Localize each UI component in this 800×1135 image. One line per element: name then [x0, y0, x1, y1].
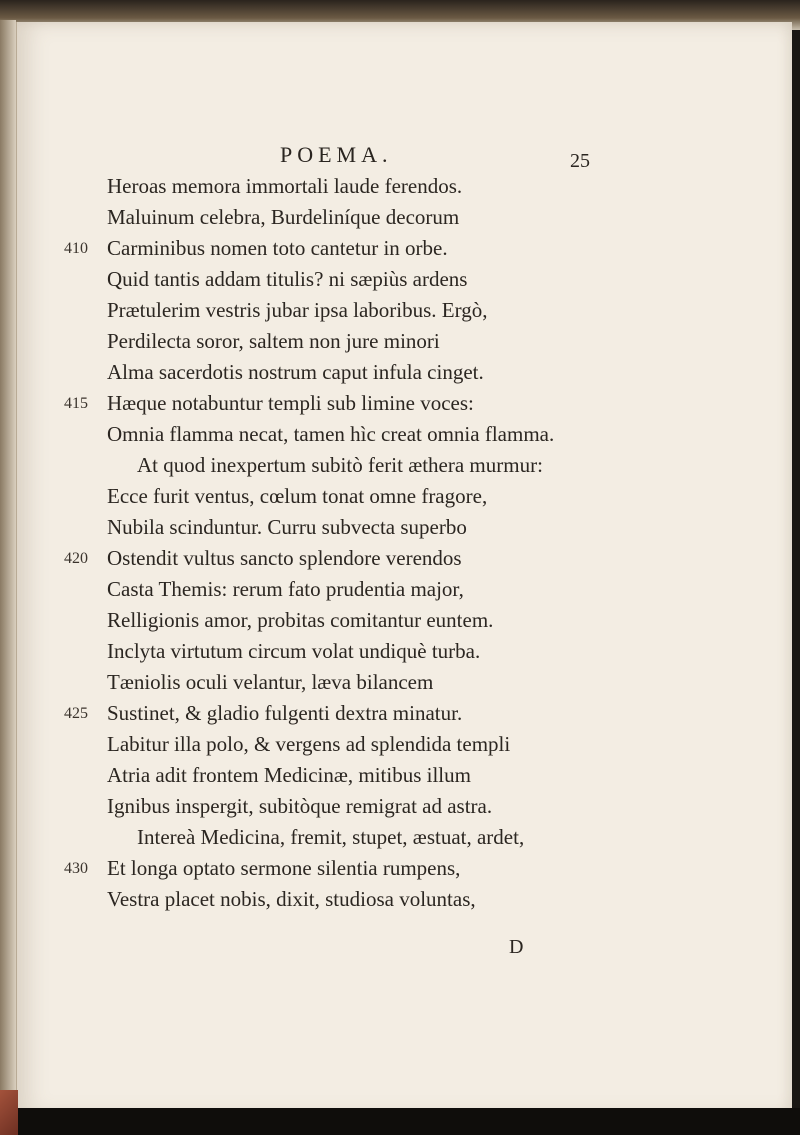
verse-line: [0, 450, 800, 481]
verse-text: Alma sacerdotis nostrum caput infula cinget.: [107, 360, 484, 384]
verse-text: Vestra placet nobis, dixit, studiosa voluntas,: [107, 887, 476, 911]
verse-text: Atria adit frontem Medicinæ, mitibus illum: [107, 763, 471, 787]
line-number: 410: [64, 240, 88, 257]
verse-text: Intereà Medicina, fremit, stupet, æstuat, ardet,: [137, 825, 525, 849]
verse-text: Prætulerim vestris jubar ipsa laboribus. Ergò,: [107, 298, 488, 322]
verse-text: Ignibus inspergit, subitòque remigrat ad astra.: [107, 794, 493, 818]
verse-text: Inclyta virtutum circum volat undiquè turba.: [107, 639, 481, 663]
verse-line: [0, 605, 800, 636]
verse-line: [0, 233, 800, 264]
line-number: 430: [64, 860, 88, 877]
verse-text: Ecce furit ventus, cœlum tonat omne fragore,: [107, 484, 488, 508]
verse-line: [0, 295, 800, 326]
verse-line: [0, 326, 800, 357]
verse-text: Ostendit vultus sancto splendore verendos: [107, 546, 462, 570]
verse-line: [0, 481, 800, 512]
bookmark-ribbon: [0, 1090, 18, 1135]
verse-line: [0, 171, 800, 202]
verse-line: [0, 791, 800, 822]
verse-text: Perdilecta soror, saltem non jure minori: [107, 329, 440, 353]
verse-text: Labitur illa polo, & vergens ad splendida templi: [107, 732, 511, 756]
line-number: 425: [64, 705, 88, 722]
verse-text: Nubila scinduntur. Curru subvecta superbo: [107, 515, 467, 539]
line-number: 415: [64, 395, 88, 412]
verse-line: [0, 419, 800, 450]
verse-line: [0, 760, 800, 791]
verse-line: [0, 264, 800, 295]
verse-line: [0, 853, 800, 884]
verse-line: [0, 574, 800, 605]
verse-text: Omnia flamma necat, tamen hìc creat omnia flamma.: [107, 422, 555, 446]
page-number: 25: [570, 150, 590, 172]
verse-line: [0, 667, 800, 698]
verse-line: [0, 202, 800, 233]
verse-text: Casta Themis: rerum fato prudentia major,: [107, 577, 464, 601]
running-head: POEMA.: [280, 142, 393, 167]
signature-mark: D: [509, 936, 524, 958]
verse-line: [0, 822, 800, 853]
verse-text: Hæque notabuntur templi sub limine voces:: [107, 391, 474, 415]
verse-text: Relligionis amor, probitas comitantur euntem.: [107, 608, 494, 632]
verse-text: Sustinet, & gladio fulgenti dextra minatur.: [107, 701, 463, 725]
verse-line: [0, 729, 800, 760]
verse-line: [0, 698, 800, 729]
verse-text: At quod inexpertum subitò ferit æthera murmur:: [137, 453, 543, 477]
verse-text: Carminibus nomen toto cantetur in orbe.: [107, 236, 448, 260]
verse-text: Quid tantis addam titulis? ni sæpiùs ardens: [107, 267, 468, 291]
verse-text: Heroas memora immortali laude ferendos.: [107, 174, 463, 198]
verse-line: [0, 543, 800, 574]
verse-line: [0, 388, 800, 419]
verse-line: [0, 357, 800, 388]
verse-text: Et longa optato sermone silentia rumpens,: [107, 856, 461, 880]
line-number: 420: [64, 550, 88, 567]
verse-text: Maluinum celebra, Burdeliníque decorum: [107, 205, 460, 229]
verse-line: [0, 636, 800, 667]
verse-line: [0, 512, 800, 543]
verse-line: [0, 884, 800, 915]
verse-text: Tæniolis oculi velantur, læva bilancem: [107, 670, 434, 694]
book-bottom-edge: [0, 1108, 800, 1135]
